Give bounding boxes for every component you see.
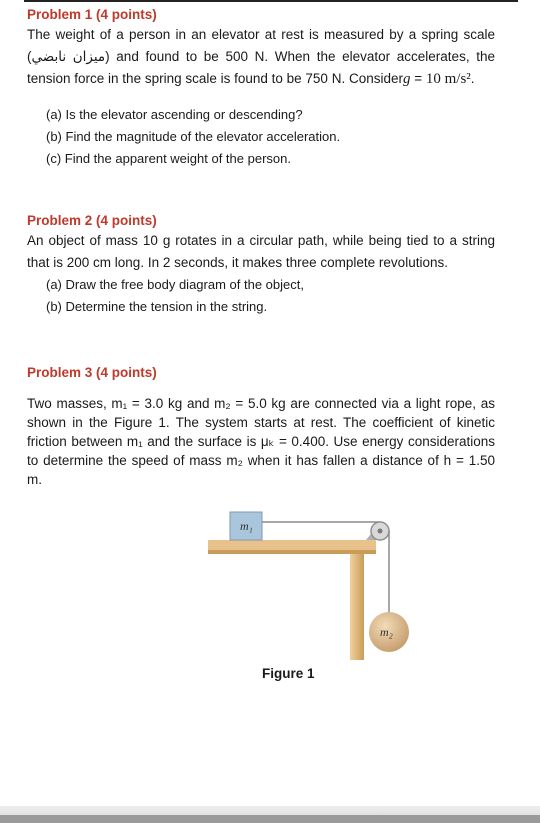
problem-1-item-b: (b) Find the magnitude of the elevator acceleration. [46, 129, 341, 144]
m2-label: m₂ [380, 625, 393, 639]
problem-1-item-c: (c) Find the apparent weight of the person. [46, 151, 291, 166]
equals-sign: = [410, 71, 426, 86]
table-leg [350, 554, 364, 660]
g-symbol: g [402, 71, 411, 87]
problem-3-title: Problem 3 (4 points) [27, 365, 157, 380]
problem-1 [27, 6, 495, 170]
page-footer-bar [0, 815, 540, 823]
m1-label: m₁ [240, 519, 253, 533]
problem-1-item-a: (a) Is the elevator ascending or descending? [46, 107, 303, 122]
problem-1-text-a: The weight of a person in an elevator at rest is measured by a spring scale ( [27, 27, 495, 64]
table-top-edge [208, 550, 376, 554]
g-value: 10 m/s² [425, 71, 471, 87]
problem-2 [27, 212, 495, 318]
period: . [470, 71, 475, 86]
problem-2-statement: An object of mass 10 g rotates in a circular path, while being tied to a string that is 200 cm long. In 2 seconds, it makes three complete revolutions. [27, 233, 495, 270]
problem-1-title: Problem 1 (4 points) [27, 7, 157, 22]
figure-caption: Figure 1 [262, 666, 315, 681]
problem-1-statement [27, 24, 495, 90]
problem-3-statement: Two masses, m₁ = 3.0 kg and m₂ = 5.0 kg are connected via a light rope, as shown in the Figure 1. The system starts at rest. The coefficient of kinetic friction between m₁ and the surface is μₖ = 0.400. Use energy considerations to determine the speed of mass m₂ when it has fallen a distance of h = 1.50 m. [27, 396, 495, 487]
problem-2-title: Problem 2 (4 points) [27, 213, 157, 228]
problem-2-item-b: (b) Determine the tension in the string. [46, 299, 268, 314]
page-top-border [24, 0, 518, 2]
figure-1-diagram [0, 500, 540, 660]
arabic-term: ميزان نابضي [31, 49, 106, 64]
problem-2-item-a: (a) Draw the free body diagram of the object, [46, 277, 304, 292]
pulley-axle [378, 529, 383, 534]
problem-3 [27, 364, 495, 489]
problem-1-text-b: ) and found to be 500 N. When the elevator accelerates, the tension force in the spring scale is found to be 750 N. Consider [27, 49, 495, 86]
